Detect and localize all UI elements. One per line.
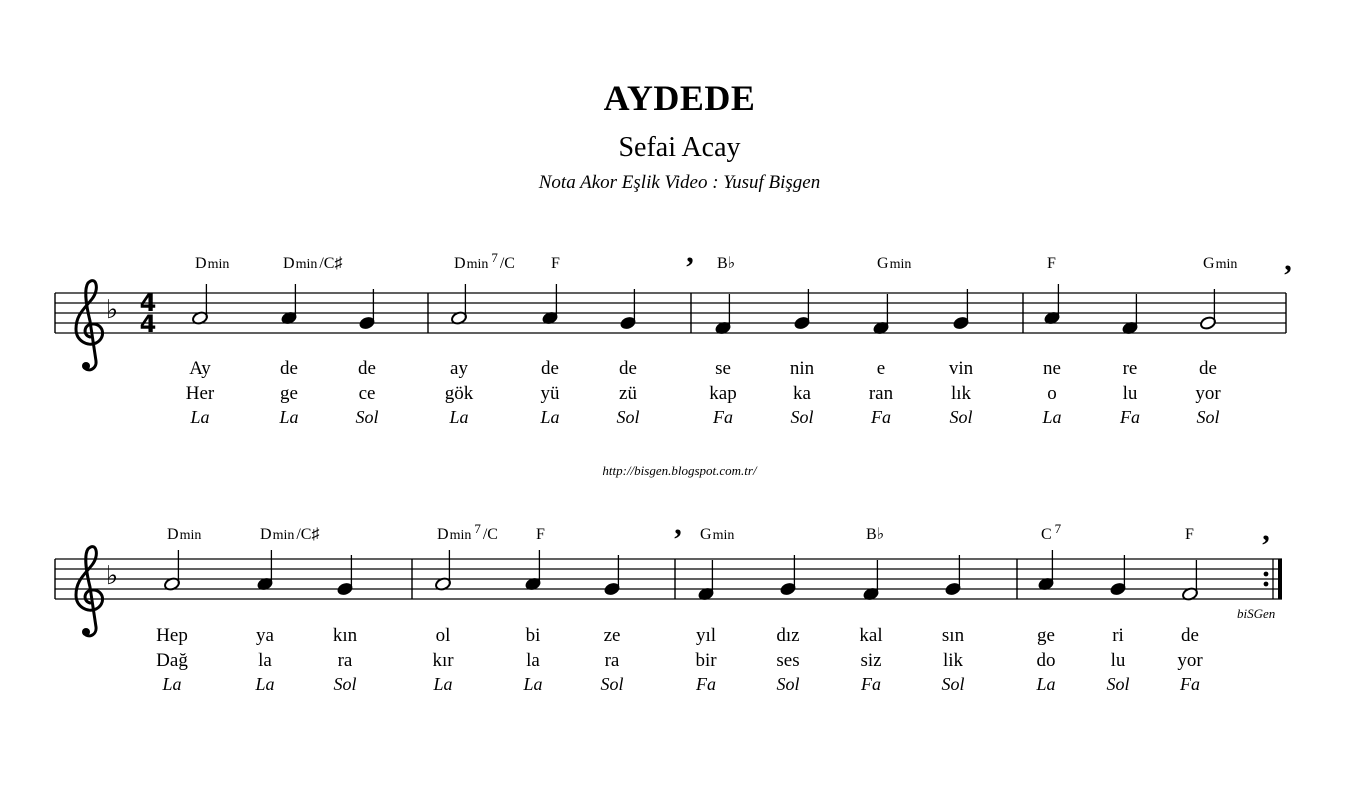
solfege-syllable: Fa — [696, 674, 716, 694]
lyric-verse-1: se — [715, 358, 731, 379]
breath-mark: , — [686, 236, 694, 269]
lyric-verse-1: ne — [1043, 358, 1061, 379]
lyric-verse-1: vin — [948, 358, 974, 379]
solfege-syllable: La — [449, 407, 469, 427]
chord-symbol: F — [536, 526, 545, 543]
lyric-verse-2: la — [526, 650, 540, 671]
lyric-verse-1: sın — [941, 625, 965, 646]
lyric-verse-2: yü — [540, 383, 560, 404]
lyric-verse-1: re — [1122, 358, 1138, 379]
chord-symbol: Gmin — [700, 526, 735, 543]
solfege-syllable: La — [279, 407, 299, 427]
lyric-verse-1: de — [1199, 358, 1217, 379]
solfege-syllable: Fa — [713, 407, 733, 427]
lyric-verse-2: ra — [337, 650, 353, 671]
repeat-dot — [1264, 582, 1269, 587]
solfege-syllable: Fa — [871, 407, 891, 427]
chord-symbol: Dmin /C♯ — [283, 255, 343, 272]
solfege-syllable: Sol — [790, 407, 814, 427]
song-title: AYDEDE — [603, 78, 756, 118]
lyric-verse-1: de — [1181, 625, 1199, 646]
arrangement-credit: Nota Akor Eşlik Video : Yusuf Bişgen — [538, 172, 821, 193]
lyric-verse-2: la — [258, 650, 272, 671]
breath-mark: , — [674, 508, 682, 541]
solfege-syllable: La — [1036, 674, 1056, 694]
solfege-syllable: La — [255, 674, 275, 694]
solfege-syllable: Sol — [776, 674, 800, 694]
lyric-verse-1: de — [280, 358, 298, 379]
time-signature-top: 4 — [139, 289, 157, 317]
chord-symbol: C $^7$ — [1041, 521, 1062, 543]
time-signature-bottom: 4 — [139, 310, 157, 338]
lyric-verse-2: Dağ — [156, 650, 188, 671]
lyric-verse-2: yor — [1177, 650, 1203, 671]
lyric-verse-2: ses — [776, 650, 800, 671]
lyric-verse-1: ge — [1037, 625, 1055, 646]
lyric-verse-1: ri — [1112, 625, 1124, 646]
solfege-syllable: Fa — [1120, 407, 1140, 427]
lyric-verse-1: bi — [525, 625, 541, 646]
lyric-verse-1: Hep — [156, 625, 188, 646]
lyric-verse-1: e — [876, 358, 886, 379]
chord-symbol: Dmin $^7$ /C — [437, 521, 498, 543]
solfege-syllable: La — [540, 407, 560, 427]
lyric-verse-2: ra — [604, 650, 620, 671]
final-barline-thick — [1278, 559, 1282, 599]
chord-symbol: B♭ — [717, 255, 736, 272]
lyric-verse-2: ka — [793, 383, 811, 404]
solfege-syllable: La — [190, 407, 210, 427]
solfege-syllable: Sol — [600, 674, 624, 694]
lyric-verse-1: de — [358, 358, 376, 379]
solfege-syllable: Sol — [333, 674, 357, 694]
lyric-verse-1: de — [619, 358, 637, 379]
chord-symbol: B♭ — [866, 526, 885, 543]
lyric-verse-1: yıl — [695, 625, 717, 646]
solfege-syllable: Sol — [355, 407, 379, 427]
lyric-verse-2: kap — [709, 383, 737, 404]
chord-symbol: Dmin $^7$ /C — [454, 250, 515, 272]
treble-clef-icon — [76, 547, 103, 636]
chord-symbol: Gmin — [877, 255, 912, 272]
lyric-verse-2: lu — [1122, 383, 1138, 404]
breath-mark: , — [1284, 244, 1292, 277]
repeat-dot — [1264, 572, 1269, 577]
lyric-verse-2: ge — [280, 383, 298, 404]
lyric-verse-2: lik — [942, 650, 964, 671]
treble-clef-icon — [76, 281, 103, 370]
chord-symbol: Gmin — [1203, 255, 1238, 272]
solfege-syllable: Sol — [941, 674, 965, 694]
key-signature-flat: ♭ — [105, 561, 119, 590]
key-signature-flat: ♭ — [105, 295, 119, 324]
lyric-verse-2: yor — [1195, 383, 1221, 404]
solfege-syllable: Sol — [1106, 674, 1130, 694]
lyric-verse-1: de — [541, 358, 559, 379]
composer-name: Sefai Acay — [618, 132, 741, 163]
lyric-verse-1: nin — [789, 358, 815, 379]
lyric-verse-2: kır — [432, 650, 454, 671]
lyric-verse-1: ol — [435, 625, 451, 646]
solfege-syllable: La — [523, 674, 543, 694]
solfege-syllable: Sol — [1196, 407, 1220, 427]
solfege-syllable: Sol — [616, 407, 640, 427]
lyric-verse-1: Ay — [189, 358, 211, 379]
solfege-syllable: La — [162, 674, 182, 694]
lyric-verse-2: bir — [695, 650, 717, 671]
chord-symbol: F — [551, 255, 560, 272]
lyric-verse-1: dız — [776, 625, 800, 646]
lyric-verse-1: kal — [859, 625, 883, 646]
chord-symbol: F — [1047, 255, 1056, 272]
signature: biSGen — [1237, 606, 1276, 621]
chord-symbol: Dmin — [195, 255, 230, 272]
solfege-syllable: Sol — [949, 407, 973, 427]
lyric-verse-2: ce — [358, 383, 376, 404]
lyric-verse-2: lu — [1110, 650, 1126, 671]
chord-symbol: F — [1185, 526, 1194, 543]
lyric-verse-2: Her — [185, 383, 215, 404]
chord-symbol: Dmin /C♯ — [260, 526, 320, 543]
lyric-verse-1: kın — [332, 625, 358, 646]
source-url: http://bisgen.blogspot.com.tr/ — [602, 463, 757, 478]
chord-symbol: Dmin — [167, 526, 202, 543]
solfege-syllable: La — [433, 674, 453, 694]
solfege-syllable: Fa — [1180, 674, 1200, 694]
lyric-verse-2: ran — [868, 383, 894, 404]
lyric-verse-1: ay — [450, 358, 468, 379]
lyric-verse-1: ya — [256, 625, 274, 646]
lyric-verse-2: do — [1036, 650, 1056, 671]
lyric-verse-2: zü — [619, 383, 637, 404]
lyric-verse-2: siz — [860, 650, 882, 671]
lyric-verse-2: o — [1047, 383, 1057, 404]
breath-mark: , — [1262, 514, 1270, 547]
lyric-verse-2: lık — [950, 383, 972, 404]
solfege-syllable: Fa — [861, 674, 881, 694]
lyric-verse-1: ze — [603, 625, 621, 646]
solfege-syllable: La — [1042, 407, 1062, 427]
lyric-verse-2: gök — [444, 383, 474, 404]
